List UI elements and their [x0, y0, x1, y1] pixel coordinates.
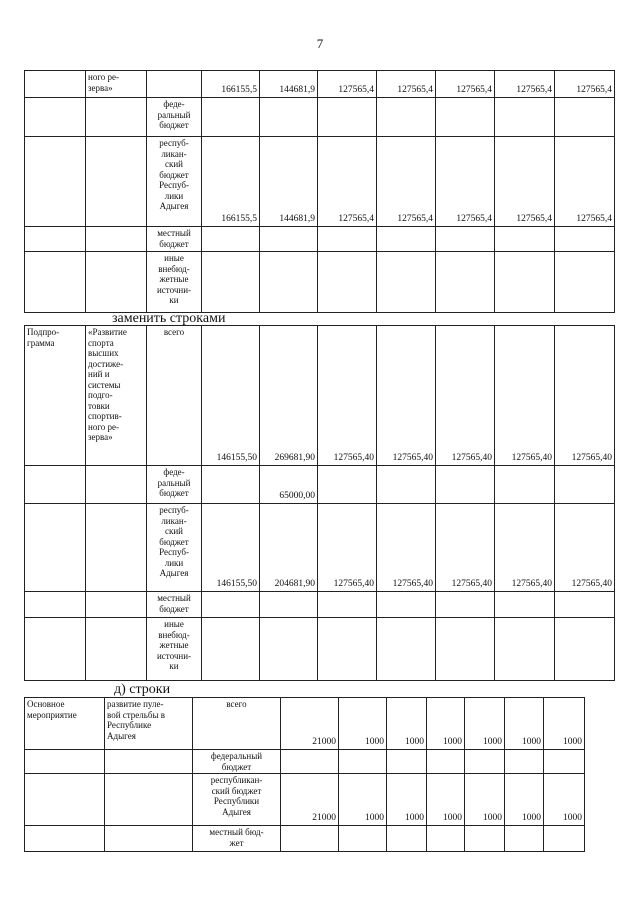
- row-label-cell: [25, 137, 86, 227]
- value-cell: [202, 252, 260, 313]
- funding-source-cell: иные внебюд- жетные источни- ки: [147, 252, 202, 313]
- program-name-cell: [105, 826, 193, 852]
- row-label-cell: [25, 98, 86, 137]
- value-cell: [202, 592, 260, 618]
- value-cell: [377, 227, 436, 252]
- program-name-cell: [86, 227, 147, 252]
- value-cell: [427, 750, 465, 774]
- value-cell: 127565,4: [495, 137, 555, 227]
- budget-table-d: [24, 697, 585, 852]
- funding-source-cell: всего: [147, 326, 202, 466]
- value-cell: 1000: [544, 774, 585, 826]
- funding-source-cell: местный бюд- жет: [193, 826, 281, 852]
- table-row: [25, 326, 615, 466]
- value-cell: 127565,40: [436, 326, 495, 466]
- value-cell: [318, 466, 377, 504]
- value-cell: 127565,40: [436, 504, 495, 592]
- value-cell: 146155,50: [202, 326, 260, 466]
- funding-source-cell: федеральный бюджет: [193, 750, 281, 774]
- value-cell: [202, 98, 260, 137]
- value-cell: 127565,4: [555, 137, 615, 227]
- table1-body: [25, 71, 615, 313]
- value-cell: [260, 252, 318, 313]
- value-cell: 127565,40: [377, 504, 436, 592]
- value-cell: 1000: [427, 774, 465, 826]
- funding-source-cell: феде- ральный бюджет: [147, 98, 202, 137]
- value-cell: [505, 750, 544, 774]
- value-cell: 127565,4: [318, 137, 377, 227]
- value-cell: [436, 98, 495, 137]
- table-row: [25, 698, 585, 750]
- value-cell: 127565,4: [436, 137, 495, 227]
- value-cell: [260, 98, 318, 137]
- value-cell: 127565,4: [377, 137, 436, 227]
- table-row: [25, 227, 615, 252]
- row-label-cell: [25, 71, 86, 98]
- value-cell: [436, 618, 495, 681]
- funding-source-cell: местный бюджет: [147, 227, 202, 252]
- value-cell: [339, 826, 387, 852]
- replace-with-rows-heading: заменить строками: [112, 311, 226, 326]
- value-cell: [377, 98, 436, 137]
- program-name-cell: [86, 98, 147, 137]
- value-cell: 1000: [427, 698, 465, 750]
- value-cell: 127565,40: [318, 326, 377, 466]
- row-label-cell: [25, 504, 86, 592]
- value-cell: [281, 826, 339, 852]
- value-cell: [318, 227, 377, 252]
- value-cell: [495, 227, 555, 252]
- value-cell: 1000: [544, 698, 585, 750]
- value-cell: [318, 98, 377, 137]
- value-cell: 127565,4: [318, 71, 377, 98]
- table-row: [25, 504, 615, 592]
- funding-source-cell: респуб- ликан- ский бюджет Респуб- лики Адыгея: [147, 504, 202, 592]
- program-name-cell: [86, 592, 147, 618]
- program-name-cell: [86, 504, 147, 592]
- value-cell: 127565,40: [555, 326, 615, 466]
- value-cell: [377, 466, 436, 504]
- program-name-cell: [86, 252, 147, 313]
- value-cell: [260, 227, 318, 252]
- section-d-heading: д) строки: [114, 682, 171, 697]
- value-cell: [387, 826, 427, 852]
- value-cell: 269681,90: [260, 326, 318, 466]
- value-cell: [544, 750, 585, 774]
- value-cell: 127565,40: [555, 504, 615, 592]
- value-cell: 1000: [505, 774, 544, 826]
- value-cell: [202, 618, 260, 681]
- value-cell: [318, 252, 377, 313]
- value-cell: [436, 227, 495, 252]
- table-row: [25, 252, 615, 313]
- value-cell: [260, 618, 318, 681]
- value-cell: 1000: [387, 774, 427, 826]
- row-label-cell: Основное мероприятие: [25, 698, 105, 750]
- value-cell: 65000,00: [260, 466, 318, 504]
- value-cell: [555, 466, 615, 504]
- value-cell: [427, 826, 465, 852]
- value-cell: [555, 592, 615, 618]
- value-cell: 21000: [281, 774, 339, 826]
- value-cell: 146155,50: [202, 504, 260, 592]
- value-cell: [505, 826, 544, 852]
- funding-source-cell: республикан- ский бюджет Республики Адыгея: [193, 774, 281, 826]
- table3-body: [25, 698, 585, 852]
- value-cell: [202, 466, 260, 504]
- table-row: [25, 750, 585, 774]
- value-cell: [260, 592, 318, 618]
- program-name-cell: развитие пуле- вой стрельбы в Республике Адыгея: [105, 698, 193, 750]
- value-cell: 127565,40: [495, 504, 555, 592]
- row-label-cell: [25, 826, 105, 852]
- table-row: [25, 826, 585, 852]
- table-row: [25, 71, 615, 98]
- value-cell: [436, 252, 495, 313]
- value-cell: 1000: [339, 698, 387, 750]
- table-row: [25, 592, 615, 618]
- table2-body: [25, 326, 615, 681]
- program-name-cell: [105, 774, 193, 826]
- value-cell: 166155,5: [202, 137, 260, 227]
- value-cell: [465, 826, 505, 852]
- budget-table-old: [24, 70, 615, 313]
- value-cell: 166155,5: [202, 71, 260, 98]
- value-cell: 204681,90: [260, 504, 318, 592]
- value-cell: 144681,9: [260, 71, 318, 98]
- value-cell: 21000: [281, 698, 339, 750]
- program-name-cell: «Развитие спорта высших достиже- ний и системы подго- товки спортив- ного ре- зерва»: [86, 326, 147, 466]
- value-cell: [495, 98, 555, 137]
- value-cell: [495, 618, 555, 681]
- funding-source-cell: иные внебюд- жетные источни- ки: [147, 618, 202, 681]
- value-cell: [318, 618, 377, 681]
- program-name-cell: [86, 137, 147, 227]
- value-cell: [281, 750, 339, 774]
- table-row: [25, 618, 615, 681]
- funding-source-cell: [147, 71, 202, 98]
- row-label-cell: [25, 592, 86, 618]
- value-cell: [436, 592, 495, 618]
- value-cell: 1000: [465, 774, 505, 826]
- value-cell: 1000: [387, 698, 427, 750]
- funding-source-cell: респуб- ликан- ский бюджет Респуб- лики Адыгея: [147, 137, 202, 227]
- value-cell: 1000: [339, 774, 387, 826]
- value-cell: 127565,40: [377, 326, 436, 466]
- value-cell: [318, 592, 377, 618]
- table-row: [25, 137, 615, 227]
- value-cell: [555, 98, 615, 137]
- funding-source-cell: местный бюджет: [147, 592, 202, 618]
- table-row: [25, 774, 585, 826]
- value-cell: [555, 618, 615, 681]
- value-cell: [495, 466, 555, 504]
- row-label-cell: [25, 252, 86, 313]
- funding-source-cell: феде- ральный бюджет: [147, 466, 202, 504]
- value-cell: 1000: [465, 698, 505, 750]
- value-cell: [465, 750, 505, 774]
- value-cell: 127565,4: [436, 71, 495, 98]
- value-cell: 144681,9: [260, 137, 318, 227]
- value-cell: 127565,40: [318, 504, 377, 592]
- budget-table-new: [24, 325, 615, 681]
- table-row: [25, 98, 615, 137]
- row-label-cell: Подпро- грамма: [25, 326, 86, 466]
- value-cell: [495, 252, 555, 313]
- value-cell: [555, 252, 615, 313]
- page-number: 7: [316, 36, 324, 51]
- table-row: [25, 466, 615, 504]
- value-cell: [339, 750, 387, 774]
- row-label-cell: [25, 774, 105, 826]
- value-cell: [555, 227, 615, 252]
- value-cell: [387, 750, 427, 774]
- value-cell: 127565,4: [555, 71, 615, 98]
- value-cell: 127565,4: [495, 71, 555, 98]
- value-cell: [495, 592, 555, 618]
- value-cell: [377, 252, 436, 313]
- program-name-cell: [105, 750, 193, 774]
- value-cell: 127565,40: [495, 326, 555, 466]
- value-cell: [544, 826, 585, 852]
- row-label-cell: [25, 466, 86, 504]
- program-name-cell: ного ре- зерва»: [86, 71, 147, 98]
- program-name-cell: [86, 618, 147, 681]
- row-label-cell: [25, 750, 105, 774]
- row-label-cell: [25, 618, 86, 681]
- funding-source-cell: всего: [193, 698, 281, 750]
- value-cell: [202, 227, 260, 252]
- value-cell: [436, 466, 495, 504]
- program-name-cell: [86, 466, 147, 504]
- row-label-cell: [25, 227, 86, 252]
- value-cell: 1000: [505, 698, 544, 750]
- value-cell: 127565,4: [377, 71, 436, 98]
- value-cell: [377, 592, 436, 618]
- value-cell: [377, 618, 436, 681]
